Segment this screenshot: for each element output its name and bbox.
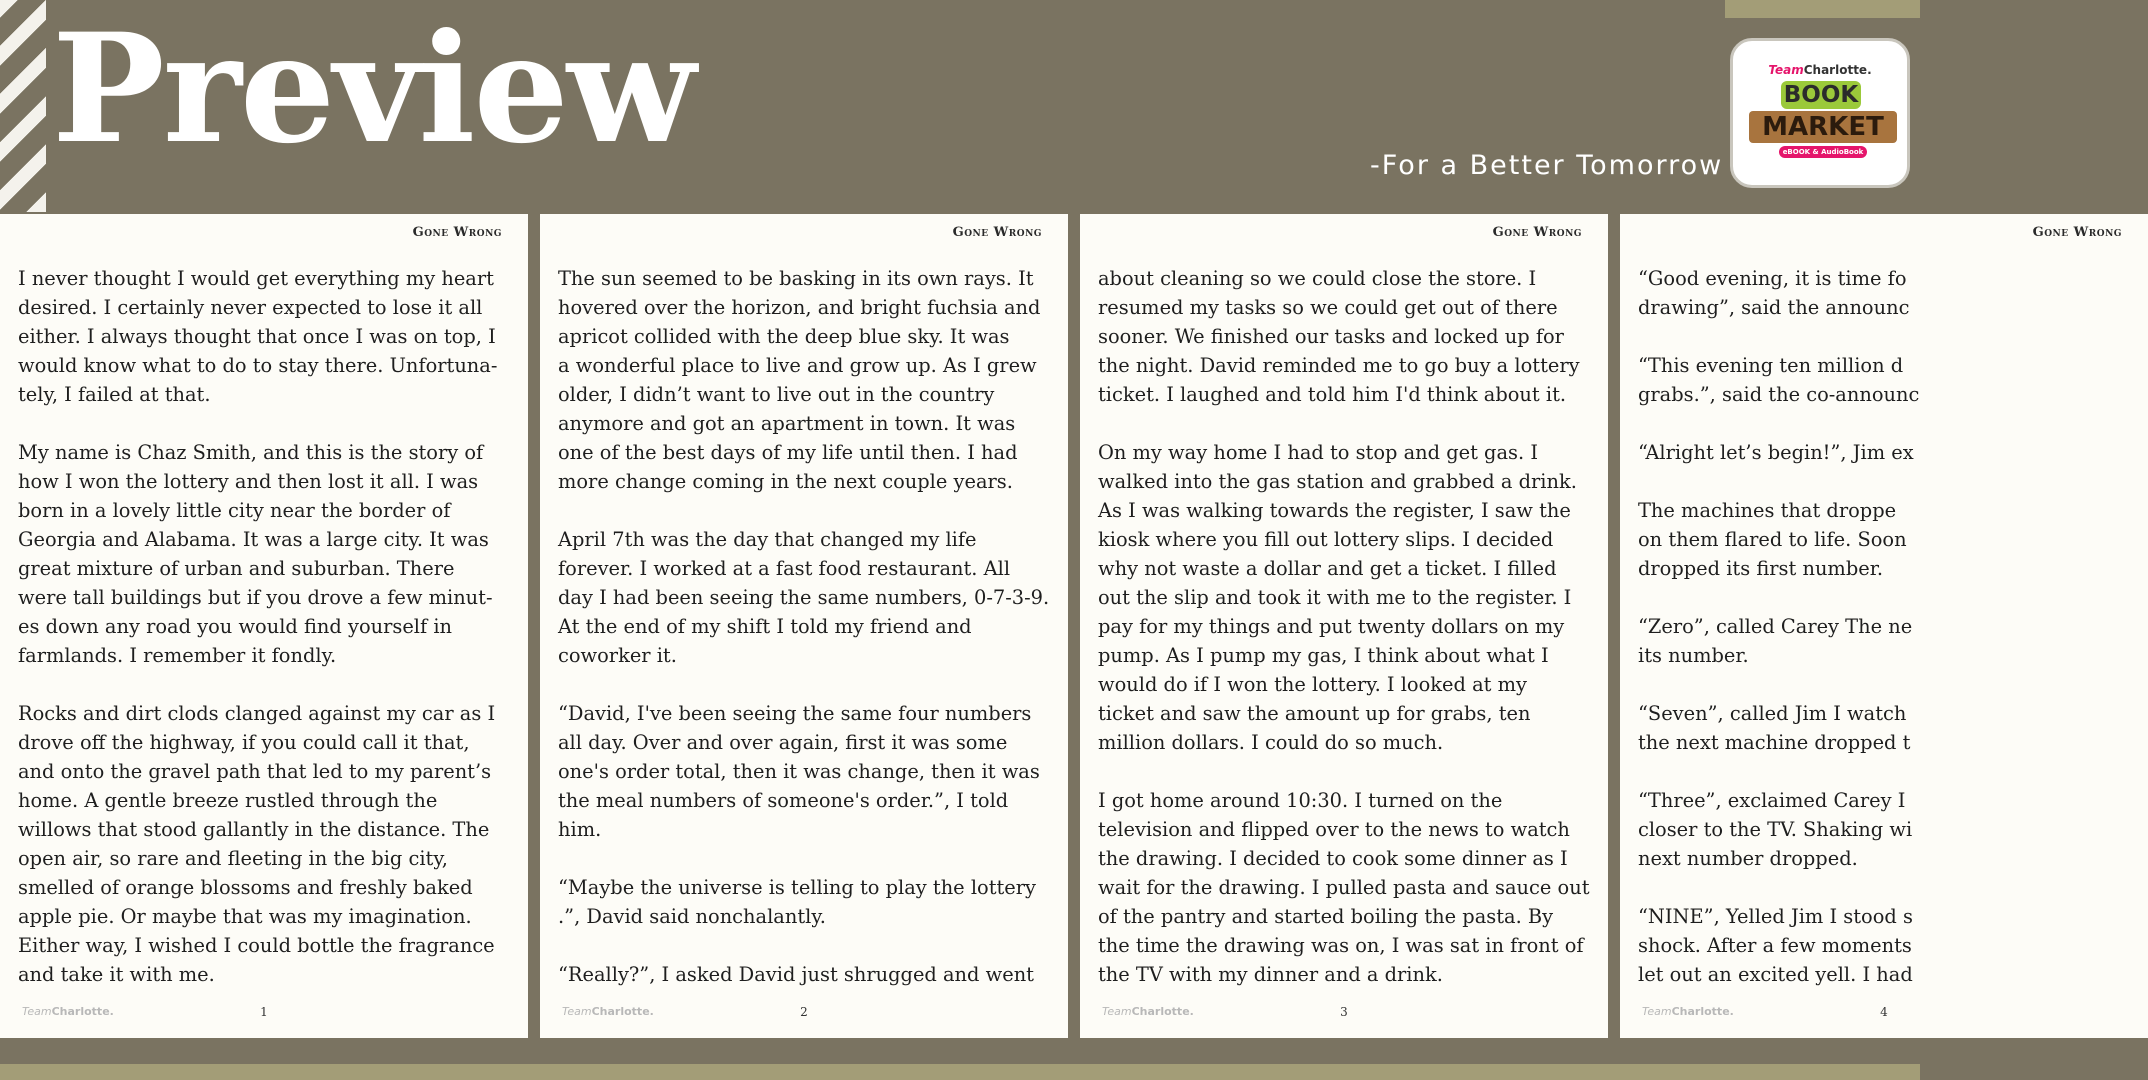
text-line: great mixture of urban and suburban. There — [18, 557, 455, 580]
text-line: dropped its first number. — [1638, 557, 1884, 580]
text-line: its number. — [1638, 644, 1749, 667]
bottom-accent-bar — [0, 1064, 1920, 1080]
text-line: grabs.”, said the co-announc — [1638, 383, 1920, 406]
text-line: ticket. I laughed and told him I'd think about it. — [1098, 383, 1567, 406]
logo-book-word: BOOK — [1781, 81, 1861, 109]
text-line: day I had been seeing the same numbers, 0-7-3-9. — [558, 586, 1050, 609]
logo-market-word: MARKET — [1749, 111, 1897, 143]
text-line: the meal numbers of someone's order.”, I told — [558, 789, 1009, 812]
text-line: million dollars. I could do so much. — [1098, 731, 1444, 754]
text-line: and onto the gravel path that led to my parent’s — [18, 760, 492, 783]
text-line: As I was walking towards the register, I saw the — [1098, 499, 1571, 522]
text-line: forever. I worked at a fast food restaurant. All — [558, 557, 1011, 580]
text-line: drove off the highway, if you could call it that, — [18, 731, 470, 754]
text-line: either. I always thought that once I was on top, I — [18, 325, 496, 348]
text-line: home. A gentle breeze rustled through the — [18, 789, 438, 812]
logo-charlotte-word: Charlotte. — [1803, 63, 1872, 77]
footer-logo-charlotte: Charlotte. — [1671, 1005, 1734, 1018]
text-line: “This evening ten million d — [1638, 354, 1904, 377]
text-line: the time the drawing was on, I was sat in front of — [1098, 934, 1584, 957]
text-line: how I won the lottery and then lost it all. I was — [18, 470, 479, 493]
text-line: all day. Over and over again, first it was some — [558, 731, 1008, 754]
paragraph — [1098, 438, 1600, 757]
page-number: 1 — [260, 1005, 268, 1019]
text-line: es down any road you would find yourself in — [18, 615, 453, 638]
text-line: desired. I certainly never expected to lose it all — [18, 296, 483, 319]
text-line: about cleaning so we could close the store. I — [1098, 267, 1537, 290]
text-line: April 7th was the day that changed my life — [558, 528, 977, 551]
text-line: “Zero”, called Carey The ne — [1638, 615, 1913, 638]
paragraph — [1638, 902, 2140, 989]
page-body-text — [1098, 264, 1600, 1018]
footer-logo-team: Team — [22, 1005, 52, 1018]
text-line: wait for the drawing. I pulled pasta and sauce out — [1098, 876, 1590, 899]
paragraph — [1098, 786, 1600, 989]
footer-logo — [1642, 1005, 1734, 1018]
text-line: smelled of orange blossoms and freshly baked — [18, 876, 473, 899]
book-market-logo — [1730, 38, 1910, 188]
paragraph — [558, 264, 1060, 496]
paragraph — [1638, 699, 2140, 757]
text-line: born in a lovely little city near the border of — [18, 499, 451, 522]
tagline: -For a Better Tomorrow — [1370, 150, 1724, 181]
text-line: pump. As I pump my gas, I think about what I — [1098, 644, 1549, 667]
page-number: 3 — [1340, 1005, 1348, 1019]
text-line: the TV with my dinner and a drink. — [1098, 963, 1443, 986]
text-line: “Alright let’s begin!”, Jim ex — [1638, 441, 1914, 464]
text-line: next number dropped. — [1638, 847, 1858, 870]
paragraph — [1098, 264, 1600, 409]
paragraph — [1638, 496, 2140, 583]
text-line: farmlands. I remember it fondly. — [18, 644, 337, 667]
text-line: the next machine dropped t — [1638, 731, 1911, 754]
paragraph — [1638, 612, 2140, 670]
page-running-header: Gone Wrong — [952, 225, 1042, 240]
text-line: would do if I won the lottery. I looked at my — [1098, 673, 1527, 696]
text-line: At the end of my shift I told my friend and — [558, 615, 972, 638]
footer-logo-charlotte: Charlotte. — [591, 1005, 654, 1018]
text-line: kiosk where you fill out lottery slips. I decided — [1098, 528, 1554, 551]
book-page-2 — [540, 214, 1068, 1038]
page-running-header: Gone Wrong — [2032, 225, 2122, 240]
paragraph — [18, 699, 520, 989]
text-line: let out an excited yell. I had — [1638, 963, 1913, 986]
footer-logo-team: Team — [562, 1005, 592, 1018]
book-page-4 — [1620, 214, 2148, 1038]
footer-logo-charlotte: Charlotte. — [1131, 1005, 1194, 1018]
text-line: one's order total, then it was change, then it was — [558, 760, 1040, 783]
diagonal-stripes-decoration — [0, 0, 46, 212]
page-body-text — [558, 264, 1060, 1018]
page-number: 4 — [1880, 1005, 1888, 1019]
text-line: sooner. We finished our tasks and locked up for — [1098, 325, 1564, 348]
text-line: resumed my tasks so we could get out of there — [1098, 296, 1558, 319]
text-line: older, I didn’t want to live out in the country — [558, 383, 995, 406]
book-page-3 — [1080, 214, 1608, 1038]
paragraph — [558, 960, 1060, 989]
text-line: one of the best days of my life until then. I had — [558, 441, 1018, 464]
text-line: pay for my things and put twenty dollars on my — [1098, 615, 1565, 638]
paragraph — [1638, 786, 2140, 873]
text-line: closer to the TV. Shaking wi — [1638, 818, 1913, 841]
footer-logo — [1102, 1005, 1194, 1018]
text-line: out the slip and took it with me to the register. I — [1098, 586, 1572, 609]
text-line: tely, I failed at that. — [18, 383, 211, 406]
text-line: were tall buildings but if you drove a few minut- — [18, 586, 493, 609]
text-line: on them flared to life. Soon — [1638, 528, 1907, 551]
text-line: “Seven”, called Jim I watch — [1638, 702, 1907, 725]
text-line: apricot collided with the deep blue sky. It was — [558, 325, 1010, 348]
text-line: shock. After a few moments — [1638, 934, 1912, 957]
text-line: drawing”, said the announc — [1638, 296, 1910, 319]
text-line: “Maybe the universe is telling to play the lottery — [558, 876, 1036, 899]
page-running-header: Gone Wrong — [1492, 225, 1582, 240]
text-line: “NINE”, Yelled Jim I stood s — [1638, 905, 1913, 928]
text-line: the drawing. I decided to cook some dinner as I — [1098, 847, 1568, 870]
logo-team-word: Team — [1768, 63, 1804, 77]
text-line: Rocks and dirt clods clanged against my car as I — [18, 702, 496, 725]
text-line: the night. David reminded me to go buy a lottery — [1098, 354, 1580, 377]
text-line: hovered over the horizon, and bright fuchsia and — [558, 296, 1041, 319]
paragraph — [558, 699, 1060, 844]
text-line: open air, so rare and fleeting in the big city, — [18, 847, 448, 870]
paragraph — [558, 873, 1060, 931]
text-line: .”, David said nonchalantly. — [558, 905, 826, 928]
footer-logo-team: Team — [1102, 1005, 1132, 1018]
text-line: apple pie. Or maybe that was my imagination. — [18, 905, 472, 928]
text-line: “Really?”, I asked David just shrugged and went — [558, 963, 1034, 986]
text-line: The machines that droppe — [1638, 499, 1897, 522]
text-line: anymore and got an apartment in town. It was — [558, 412, 1016, 435]
text-line: him. — [558, 818, 602, 841]
text-line: I got home around 10:30. I turned on the — [1098, 789, 1503, 812]
paragraph — [1638, 351, 2140, 409]
preview-title: Preview — [52, 1, 694, 177]
text-line: a wonderful place to live and grow up. As I grew — [558, 354, 1037, 377]
text-line: “Good evening, it is time fo — [1638, 267, 1907, 290]
text-line: would know what to do to stay there. Unfortuna- — [18, 354, 498, 377]
page-running-header: Gone Wrong — [412, 225, 502, 240]
text-line: The sun seemed to be basking in its own rays. It — [558, 267, 1034, 290]
text-line: why not waste a dollar and get a ticket. I filled — [1098, 557, 1557, 580]
text-line: ticket and saw the amount up for grabs, ten — [1098, 702, 1531, 725]
text-line: coworker it. — [558, 644, 677, 667]
top-accent-bar — [1725, 0, 1920, 18]
paragraph — [1638, 438, 2140, 467]
footer-logo — [22, 1005, 114, 1018]
paragraph — [558, 525, 1060, 670]
text-line: Georgia and Alabama. It was a large city. It was — [18, 528, 489, 551]
text-line: more change coming in the next couple years. — [558, 470, 1013, 493]
paragraph — [18, 438, 520, 670]
text-line: willows that stood gallantly in the distance. The — [18, 818, 490, 841]
text-line: television and flipped over to the news to watch — [1098, 818, 1570, 841]
page-body-text — [18, 264, 520, 1018]
footer-logo-team: Team — [1642, 1005, 1672, 1018]
text-line: “David, I've been seeing the same four numbers — [558, 702, 1032, 725]
footer-logo-charlotte: Charlotte. — [51, 1005, 114, 1018]
logo-team-charlotte — [1733, 63, 1907, 77]
text-line: My name is Chaz Smith, and this is the story of — [18, 441, 484, 464]
footer-logo — [562, 1005, 654, 1018]
text-line: and take it with me. — [18, 963, 215, 986]
book-page-1 — [0, 214, 528, 1038]
text-line: I never thought I would get everything my heart — [18, 267, 494, 290]
text-line: Either way, I wished I could bottle the fragrance — [18, 934, 495, 957]
paragraph — [1638, 264, 2140, 322]
logo-subtitle: eBOOK & AudioBook — [1779, 146, 1867, 158]
page-body-text — [1638, 264, 2140, 1018]
page-number: 2 — [800, 1005, 808, 1019]
paragraph — [18, 264, 520, 409]
text-line: of the pantry and started boiling the pasta. By — [1098, 905, 1554, 928]
text-line: walked into the gas station and grabbed a drink. — [1098, 470, 1577, 493]
text-line: “Three”, exclaimed Carey I — [1638, 789, 1906, 812]
text-line: On my way home I had to stop and get gas. I — [1098, 441, 1538, 464]
